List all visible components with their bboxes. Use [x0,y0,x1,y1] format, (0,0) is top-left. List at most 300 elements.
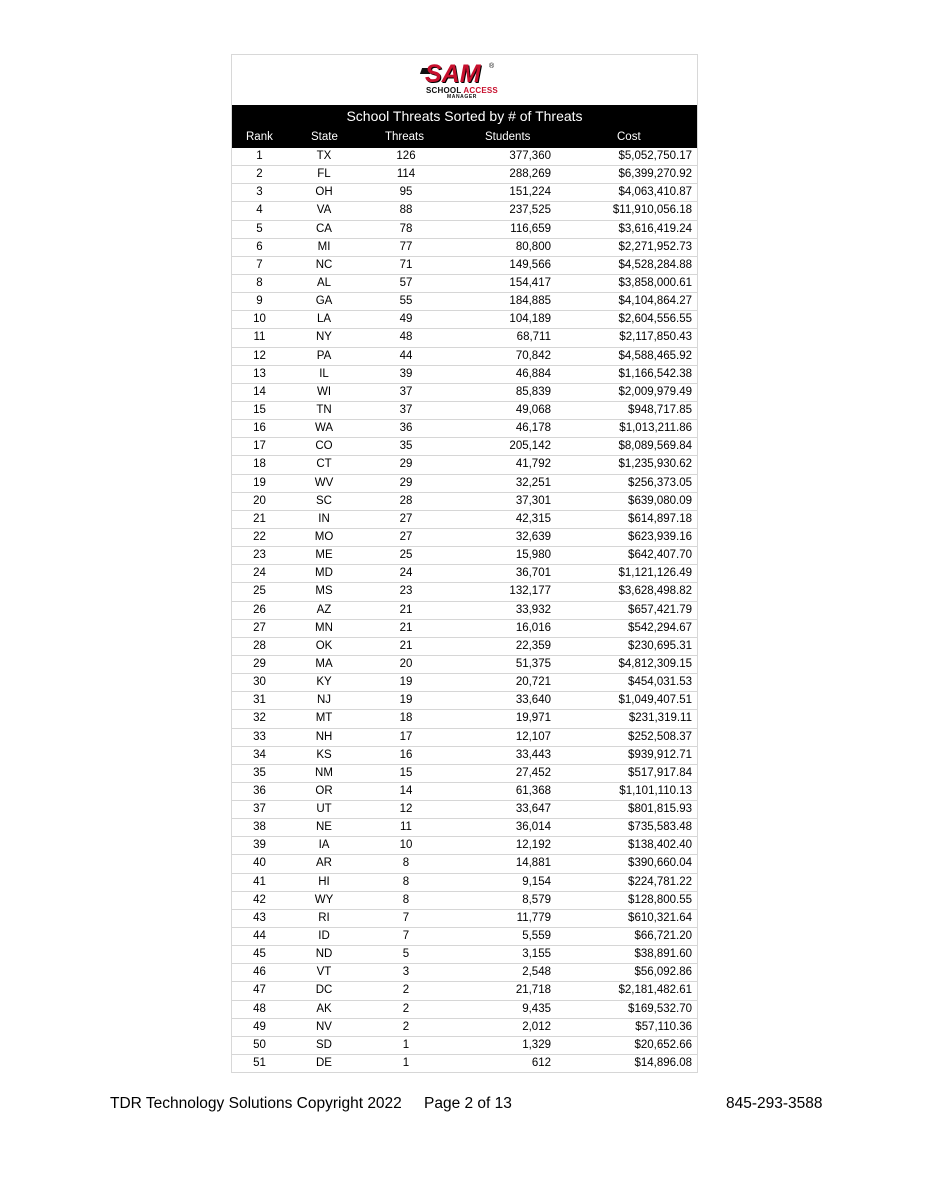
table-row [232,547,697,565]
cell-rank: 23 [253,549,266,562]
cell-rank: 42 [253,893,266,906]
cell-state: DE [316,1057,332,1070]
cell-state: NJ [316,694,332,707]
cell-state: CA [316,222,332,235]
cell-state: CO [315,440,333,453]
cell-rank: 7 [256,258,263,271]
table-row [232,420,697,438]
cell-threats: 15 [399,766,413,779]
cell-students: 41,792 [515,458,551,471]
cell-state: AL [316,276,332,289]
cell-state: AR [316,857,332,870]
cell-students: 80,800 [515,240,551,253]
cell-threats: 57 [399,276,413,289]
cell-cost: $639,080.09 [628,494,692,507]
cell-rank: 50 [253,1038,266,1051]
footer-page-number: Page 2 of 13 [424,1095,512,1112]
table-row [232,583,697,601]
cell-state: NY [316,331,332,344]
cell-students: 12,192 [515,839,551,852]
cell-threats: 21 [399,621,413,634]
cell-threats: 11 [400,821,412,834]
cell-students: 132,177 [509,585,551,598]
cell-cost: $1,235,930.62 [618,458,692,471]
cell-threats: 7 [402,930,410,943]
cell-threats: 5 [402,948,410,961]
cell-state: IA [318,839,330,852]
cell-students: 37,301 [515,494,551,507]
table-row [232,620,697,638]
cell-students: 19,971 [515,712,551,725]
cell-rank: 9 [256,295,263,308]
cell-cost: $11,910,056.18 [612,204,692,217]
cell-rank: 13 [253,367,266,380]
cell-state: VA [316,204,332,217]
cell-students: 68,711 [516,331,551,344]
column-header-rank: Rank [246,131,273,143]
cell-state: PA [316,349,332,362]
cell-students: 15,980 [515,549,551,562]
table-row [232,221,697,239]
table-row [232,348,697,366]
cell-threats: 7 [402,911,410,924]
cell-cost: $542,294.67 [628,621,692,634]
cell-cost: $610,321.64 [628,911,692,924]
cell-rank: 15 [253,403,266,416]
cell-students: 377,360 [509,150,551,162]
table-row [232,166,697,184]
cell-threats: 17 [399,730,413,743]
table-row [232,493,697,511]
cell-threats: 126 [396,150,416,162]
cell-state: LA [316,313,332,326]
cell-students: 46,178 [515,422,551,435]
cell-rank: 41 [253,875,266,888]
cell-state: MT [315,712,333,725]
cell-state: RI [318,911,330,924]
cell-cost: $224,781.22 [628,875,692,888]
cell-cost: $390,660.04 [628,857,692,870]
cell-cost: $3,858,000.61 [618,276,692,289]
cell-threats: 114 [396,168,416,181]
cell-cost: $4,063,410.87 [618,186,692,199]
table-row [232,710,697,728]
cell-cost: $454,031.53 [628,676,692,689]
cell-state: AZ [316,603,332,616]
cell-students: 21,718 [515,984,551,997]
cell-cost: $2,271,952.73 [618,240,692,253]
cell-students: 1,329 [522,1038,551,1051]
cell-threats: 28 [399,494,413,507]
cell-threats: 37 [399,385,413,398]
cell-students: 116,659 [510,222,551,235]
cell-state: SC [316,494,332,507]
table-row [232,729,697,747]
cell-cost: $66,721.20 [634,930,692,943]
cell-students: 46,884 [515,367,551,380]
cell-rank: 36 [253,784,266,797]
footer-copyright: TDR Technology Solutions Copyright 2022 [110,1095,402,1112]
cell-threats: 35 [399,440,413,453]
logo-area [232,55,697,105]
cell-students: 184,885 [509,295,551,308]
cell-state: MI [317,240,331,253]
cell-students: 5,559 [522,930,551,943]
cell-threats: 19 [399,676,413,689]
cell-rank: 16 [253,422,266,435]
table-row [232,819,697,837]
cell-cost: $1,121,126.49 [618,567,692,580]
cell-cost: $657,421.79 [628,603,692,616]
cell-rank: 4 [256,204,263,217]
cell-state: FL [317,168,331,181]
table-row [232,982,697,1000]
cell-state: UT [316,803,332,816]
cell-cost: $939,912.71 [628,748,692,761]
cell-threats: 10 [399,839,413,852]
cell-cost: $20,652.66 [634,1038,692,1051]
cell-cost: $6,399,270.92 [618,168,692,181]
cell-rank: 37 [253,803,266,816]
cell-rank: 5 [256,222,263,235]
cell-threats: 21 [399,603,413,616]
cell-rank: 18 [253,458,266,471]
cell-students: 612 [531,1057,551,1070]
table-row [232,674,697,692]
cell-threats: 39 [399,367,413,380]
cell-rank: 45 [253,948,266,961]
cell-cost: $230,695.31 [628,639,692,652]
cell-state: ME [315,549,333,562]
cell-state: VT [316,966,332,979]
cell-cost: $948,717.85 [628,403,692,416]
cell-state: TN [316,403,332,416]
cell-students: 32,251 [515,476,551,489]
logo-tagline-manager: MANAGER [446,94,478,100]
footer-phone: 845-293-3588 [726,1095,823,1112]
cell-cost: $614,897.18 [628,512,692,525]
table-row [232,202,697,220]
table-row [232,184,697,202]
cell-state: NH [315,730,333,743]
cell-cost: $1,166,542.38 [618,367,692,380]
cell-students: 36,701 [515,567,551,580]
cell-cost: $14,896.08 [634,1057,692,1070]
cell-cost: $623,939.16 [628,530,692,543]
cell-state: SD [316,1038,332,1051]
cell-state: IL [319,367,329,380]
cell-state: HI [318,875,330,888]
cell-state: NC [315,258,333,271]
cell-cost: $1,101,110.13 [619,784,692,797]
cell-students: 20,721 [515,676,551,689]
cell-threats: 27 [399,530,413,543]
cell-students: 2,548 [522,966,551,979]
cell-students: 2,012 [522,1020,551,1033]
cell-state: KS [316,748,332,761]
cell-threats: 29 [399,458,413,471]
column-header-cost: Cost [617,131,641,143]
cell-state: WA [314,422,334,435]
cell-state: DC [315,984,333,997]
cell-rank: 43 [253,911,266,924]
cell-threats: 24 [399,567,413,580]
cell-students: 33,647 [515,803,551,816]
table-row [232,1037,697,1055]
cell-rank: 51 [253,1057,266,1070]
table-row [232,946,697,964]
cell-threats: 88 [399,204,413,217]
cell-state: ID [318,930,330,943]
table-row [232,874,697,892]
cell-students: 104,189 [509,313,551,326]
table-row [232,602,697,620]
table-row [232,638,697,656]
table-row [232,565,697,583]
cell-threats: 14 [399,784,413,797]
cell-state: AK [316,1002,332,1015]
table-row [232,1001,697,1019]
cell-state: MS [315,585,333,598]
cell-state: MN [315,621,333,634]
cell-rank: 40 [253,857,266,870]
cell-state: MD [315,567,333,580]
cell-rank: 12 [253,349,266,362]
cell-students: 9,154 [522,875,551,888]
cell-rank: 1 [256,150,263,162]
cell-cost: $4,104,864.27 [618,295,692,308]
cell-state: OH [315,186,333,199]
column-header-threats: Threats [385,131,424,143]
cell-students: 22,359 [515,639,551,652]
cell-rank: 3 [256,186,263,199]
cell-students: 16,016 [515,621,551,634]
cell-cost: $2,009,979.49 [618,385,692,398]
cell-threats: 1 [402,1057,410,1070]
cell-state: WI [316,385,332,398]
cell-rank: 34 [253,748,266,761]
cell-threats: 8 [402,857,410,870]
cell-students: 42,315 [515,512,551,525]
table-title: School Threats Sorted by # of Threats [346,108,583,124]
table-row [232,747,697,765]
cell-state: MO [314,530,334,543]
cell-rank: 31 [253,694,266,707]
table-row [232,475,697,493]
cell-students: 27,452 [515,766,551,779]
cell-threats: 37 [399,403,413,416]
cell-threats: 23 [399,585,413,598]
cell-threats: 3 [402,966,410,979]
cell-state: TX [316,150,332,162]
cell-threats: 36 [399,422,413,435]
cell-threats: 8 [402,875,410,888]
table-row [232,239,697,257]
cell-students: 149,566 [509,258,551,271]
cell-cost: $517,917.84 [628,766,692,779]
cell-state: WY [314,893,334,906]
cell-rank: 48 [253,1002,266,1015]
cell-threats: 8 [402,893,410,906]
cell-threats: 21 [399,639,413,652]
cell-rank: 21 [253,512,266,525]
cell-rank: 44 [253,930,266,943]
cell-cost: $4,812,309.15 [618,657,692,670]
cell-rank: 20 [253,494,266,507]
cell-students: 70,842 [515,349,551,362]
cell-threats: 44 [399,349,413,362]
cell-cost: $38,891.60 [634,948,692,961]
table-row [232,837,697,855]
cell-cost: $2,181,482.61 [618,984,692,997]
cell-rank: 49 [253,1020,266,1033]
cell-cost: $1,013,211.86 [619,422,692,435]
table-row [232,366,697,384]
cell-threats: 2 [402,1002,410,1015]
cell-students: 32,639 [515,530,551,543]
table-row [232,964,697,982]
cell-cost: $4,528,284.88 [618,258,692,271]
table-row [232,692,697,710]
column-header-state: State [311,131,338,143]
table-row [232,456,697,474]
cell-rank: 22 [253,530,266,543]
cell-students: 8,579 [522,893,551,906]
table-row [232,801,697,819]
cell-state: NM [315,766,333,779]
cell-state: WV [314,476,334,489]
cell-threats: 48 [399,331,413,344]
cell-rank: 32 [253,712,266,725]
cell-threats: 2 [402,984,410,997]
cell-students: 11,779 [516,911,551,924]
table-row [232,928,697,946]
cell-threats: 29 [399,476,413,489]
cell-students: 154,417 [509,276,551,289]
table-row [232,329,697,347]
cell-cost: $1,049,407.51 [618,694,692,707]
cell-state: MA [315,657,333,670]
table-row [232,783,697,801]
cell-cost: $3,628,498.82 [618,585,692,598]
table-row [232,511,697,529]
cell-cost: $5,052,750.17 [618,150,692,162]
cell-students: 33,932 [515,603,551,616]
cell-rank: 27 [253,621,266,634]
cell-threats: 27 [399,512,413,525]
sam-logo [419,60,505,100]
cell-rank: 6 [256,240,263,253]
cell-threats: 77 [399,240,413,253]
cell-rank: 2 [256,168,263,181]
cell-cost: $4,588,465.92 [618,349,692,362]
cell-cost: $2,604,556.55 [618,313,692,326]
cell-rank: 28 [253,639,266,652]
cell-threats: 71 [399,258,413,271]
table-row [232,910,697,928]
cell-cost: $252,508.37 [628,730,692,743]
cell-state: NE [316,821,332,834]
logo-tagline: SCHOOL ACCESS [426,86,498,95]
cell-cost: $801,815.93 [628,803,692,816]
cell-state: IN [318,512,330,525]
table-row [232,311,697,329]
table-row [232,1019,697,1037]
cell-rank: 29 [253,657,266,670]
table-row [232,765,697,783]
table-header [232,105,697,148]
cell-threats: 25 [399,549,413,562]
cell-cost: $256,373.05 [628,476,692,489]
cell-students: 205,142 [509,440,551,453]
cell-students: 151,224 [509,186,551,199]
table-row [232,293,697,311]
table-body [232,148,697,1073]
cell-cost: $231,319.11 [628,712,692,725]
cell-cost: $128,800.55 [628,893,692,906]
cell-threats: 18 [399,712,413,725]
table-row [232,1055,697,1073]
table-row [232,402,697,420]
cell-students: 12,107 [515,730,551,743]
cell-students: 61,368 [515,784,551,797]
cell-rank: 33 [253,730,266,743]
cell-threats: 55 [399,295,413,308]
cell-cost: $735,583.48 [628,821,692,834]
cell-students: 36,014 [515,821,551,834]
cell-rank: 17 [253,440,266,453]
table-row [232,438,697,456]
cell-threats: 20 [399,657,413,670]
cell-rank: 47 [253,984,266,997]
cell-students: 14,881 [515,857,551,870]
cell-threats: 1 [402,1038,410,1051]
cell-students: 288,269 [509,168,551,181]
cell-threats: 78 [399,222,413,235]
cell-rank: 46 [253,966,266,979]
cell-students: 3,155 [522,948,551,961]
cell-state: GA [315,295,333,308]
cell-cost: $57,110.36 [635,1020,692,1033]
cell-rank: 14 [253,385,266,398]
cell-state: OR [315,784,333,797]
cell-cost: $3,616,419.24 [618,222,692,235]
cell-rank: 10 [253,313,266,326]
cell-threats: 12 [399,803,413,816]
cell-rank: 19 [253,476,266,489]
cell-threats: 49 [399,313,413,326]
cell-students: 237,525 [509,204,551,217]
logo-registered-mark: ® [489,63,495,70]
cell-students: 9,435 [522,1002,551,1015]
cell-rank: 38 [253,821,266,834]
cell-students: 51,375 [515,657,551,670]
cell-students: 33,640 [515,694,551,707]
cell-students: 85,839 [515,385,551,398]
cell-state: ND [315,948,333,961]
cell-rank: 30 [253,676,266,689]
threats-table-sheet [231,54,698,1073]
cell-students: 33,443 [515,748,551,761]
cell-rank: 35 [253,766,266,779]
cell-cost: $138,402.40 [628,839,692,852]
cell-cost: $642,407.70 [628,549,692,562]
cell-threats: 2 [402,1020,410,1033]
cell-rank: 26 [253,603,266,616]
cell-state: OK [315,639,333,652]
cell-rank: 25 [253,585,266,598]
cell-students: 49,068 [515,403,551,416]
